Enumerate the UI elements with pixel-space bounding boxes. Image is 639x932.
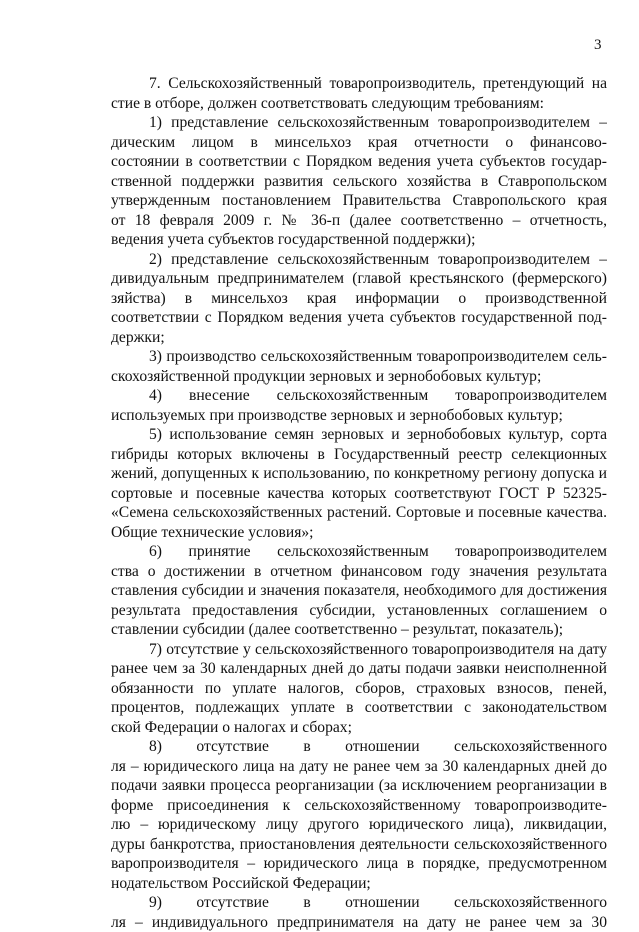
- text-line: утвержденным постановлением Правительства Ставропольского края: [111, 191, 607, 211]
- text-line: ля – юридического лица на дату не ранее чем за 30 календарных дней до: [111, 757, 607, 777]
- text-line: ля – индивидуального предпринимателя на дату не ранее чем за 30: [111, 913, 607, 932]
- text-line: 9) отсутствие в отношении сельскохозяйственного: [111, 893, 607, 913]
- text-line: результата предоставления субсидии, установленных соглашением о: [111, 601, 607, 621]
- text-line: варопроизводителя – юридического лица в порядке, предусмотренном: [111, 854, 607, 874]
- text-line: скохозяйственной продукции зерновых и зернобобовых культур;: [111, 367, 607, 387]
- text-line: ставления субсидии и значения показателя, необходимого для достижения: [111, 581, 607, 601]
- text-line: 6) принятие сельскохозяйственным товаропроизводителем: [111, 542, 607, 562]
- text-line: обязанности по уплате налогов, сборов, страховых взносов, пеней,: [111, 679, 607, 699]
- text-line: ведения учета субъектов государственной поддержки);: [111, 230, 607, 250]
- text-line: форме присоединения к сельскохозяйственному товаропроизводите-: [111, 796, 607, 816]
- text-line: лю – юридическому лицу другого юридического лица), ликвидации,: [111, 815, 607, 835]
- text-line: сортовые и посевные качества которых соответствуют ГОСТ Р 52325-: [111, 484, 607, 504]
- text-line: 5) использование семян зерновых и зернобобовых культур, сорта: [111, 425, 607, 445]
- text-line: используемых при производстве зерновых и зернобобовых культур;: [111, 406, 607, 426]
- text-line: 7) отсутствие у сельскохозяйственного товаропроизводителя на дату: [111, 640, 607, 660]
- document-body: [111, 74, 607, 932]
- text-line: Общие технические условия»;: [111, 523, 607, 543]
- text-line: состоянии в соответствии с Порядком ведения учета субъектов государ-: [111, 152, 607, 172]
- text-line: 8) отсутствие в отношении сельскохозяйственного: [111, 737, 607, 757]
- text-line: жений, допущенных к использованию, по конкретному региону допуска и: [111, 464, 607, 484]
- text-line: нодательством Российской Федерации;: [111, 874, 607, 894]
- text-line: стие в отборе, должен соответствовать следующим требованиям:: [111, 94, 607, 114]
- text-line: 7. Сельскохозяйственный товаропроизводитель, претендующий на: [111, 74, 607, 94]
- text-line: процентов, подлежащих уплате в соответствии с законодательством: [111, 698, 607, 718]
- text-line: дивидуальным предпринимателем (главой крестьянского (фермерского): [111, 269, 607, 289]
- text-line: ства о достижении в отчетном финансовом году значения результата: [111, 562, 607, 582]
- text-line: подачи заявки процесса реорганизации (за исключением реорганизации в: [111, 776, 607, 796]
- text-line: соответствии с Порядком ведения учета субъектов государственной под-: [111, 308, 607, 328]
- text-line: ранее чем за 30 календарных дней до даты подачи заявки неисполненной: [111, 659, 607, 679]
- text-line: от 18 февраля 2009 г. № 36-п (далее соответственно – отчетность,: [111, 211, 607, 231]
- text-line: дуры банкротства, приостановления деятельности сельскохозяйственного: [111, 835, 607, 855]
- text-line: зяйства) в минсельхоз края информации о производственной: [111, 289, 607, 309]
- text-line: 3) производство сельскохозяйственным товаропроизводителем сель-: [111, 347, 607, 367]
- text-line: 4) внесение сельскохозяйственным товаропроизводителем: [111, 386, 607, 406]
- text-line: дическим лицом в минсельхоз края отчетности о финансово-: [111, 133, 607, 153]
- text-line: 2) представление сельскохозяйственным товаропроизводителем –: [111, 250, 607, 270]
- text-line: ственной поддержки развития сельского хозяйства в Ставропольском: [111, 172, 607, 192]
- text-line: гибриды которых включены в Государственный реестр селекционных: [111, 445, 607, 465]
- text-line: 1) представление сельскохозяйственным товаропроизводителем –: [111, 113, 607, 133]
- page-number: 3: [594, 36, 602, 54]
- text-line: держки;: [111, 328, 607, 348]
- text-line: «Семена сельскохозяйственных растений. Сортовые и посевные качества.: [111, 503, 607, 523]
- text-line: ской Федерации о налогах и сборах;: [111, 718, 607, 738]
- text-line: ставлении субсидии (далее соответственно – результат, показатель);: [111, 620, 607, 640]
